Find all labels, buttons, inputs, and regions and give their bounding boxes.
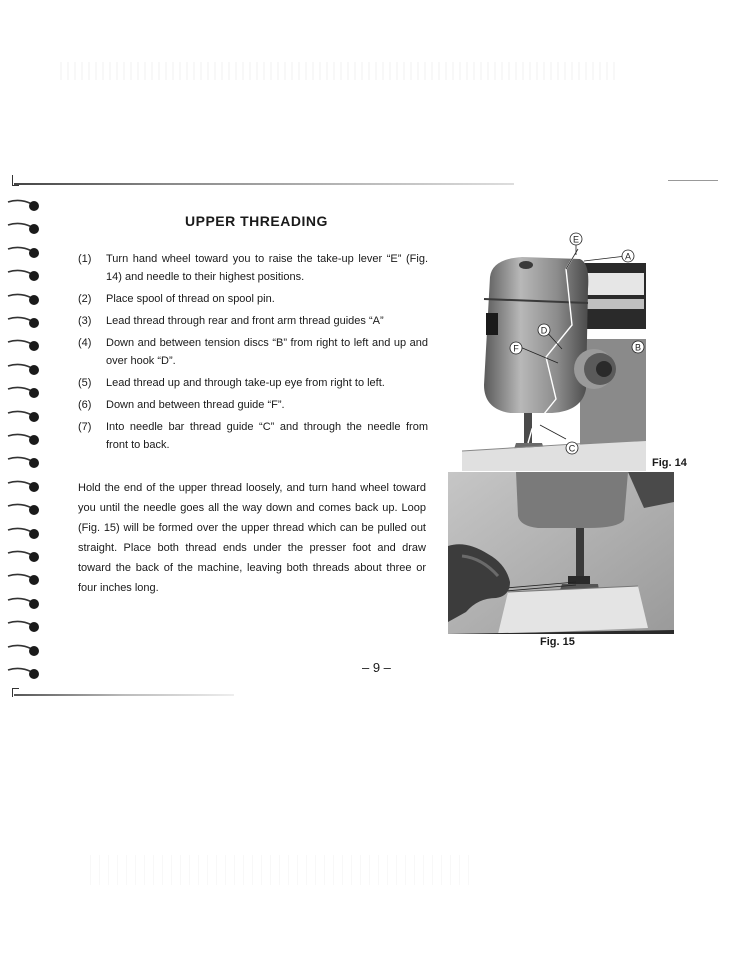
step-number: (3) <box>78 315 92 327</box>
binding-ring <box>6 500 42 518</box>
top-rule-right <box>668 180 718 181</box>
step-number: (6) <box>78 399 92 411</box>
binding-ring <box>6 594 42 612</box>
fig14-illustration <box>462 229 646 471</box>
binding-ring <box>6 453 42 471</box>
svg-text:C: C <box>568 443 576 454</box>
step-item <box>78 418 428 454</box>
tension-dial <box>596 361 612 377</box>
fig14-label: Fig. 14 <box>652 457 687 469</box>
binding-ring <box>6 360 42 378</box>
scan-noise-top <box>60 62 620 80</box>
callout-d <box>538 324 550 336</box>
binding-ring <box>6 219 42 237</box>
binding-ring <box>6 430 42 448</box>
step-text: Down and between thread guide “F”. <box>106 399 285 411</box>
needle-plate <box>498 586 648 634</box>
threading-steps <box>78 250 428 458</box>
fig15-label: Fig. 15 <box>540 636 575 648</box>
binding-ring <box>6 547 42 565</box>
binding-ring <box>6 524 42 542</box>
step-text: Into needle bar thread guide “C” and through the needle from front to back. <box>106 421 428 451</box>
step-number: (1) <box>78 253 92 265</box>
svg-text:D: D <box>540 325 548 336</box>
step-item <box>78 334 428 370</box>
binding-ring <box>6 196 42 214</box>
step-text: Down and between tension discs “B” from right to left and up and over hook “D”. <box>106 337 428 367</box>
binding-ring <box>6 266 42 284</box>
page-title: UPPER THREADING <box>185 213 328 229</box>
callout-c <box>566 442 578 454</box>
binding-ring <box>6 477 42 495</box>
step-number: (5) <box>78 377 92 389</box>
binding-ring <box>6 641 42 659</box>
step-text: Place spool of thread on spool pin. <box>106 293 275 305</box>
binding-ring <box>6 570 42 588</box>
fig15-illustration <box>448 472 674 634</box>
step-item <box>78 290 428 308</box>
callout-e <box>570 233 582 245</box>
bottom-rule <box>14 694 234 696</box>
spiral-binding <box>6 196 46 686</box>
page-number: – 9 – <box>362 660 391 675</box>
instruction-paragraph: Hold the end of the upper thread loosely, and turn hand wheel toward you until the needle goes all the way down and comes back up. Loop (Fig. 15) will be formed over the upper thread which can be pulled out straight. Place both thread ends under the presser foot and draw toward the back of the machine, leaving both threads about three or four inches long. <box>78 482 426 594</box>
step-item <box>78 396 428 414</box>
svg-text:B: B <box>634 342 642 353</box>
binding-ring <box>6 313 42 331</box>
binding-ring <box>6 383 42 401</box>
binding-ring <box>6 617 42 635</box>
svg-text:E: E <box>572 234 580 245</box>
scan-noise-bottom <box>90 855 470 885</box>
binding-ring <box>6 290 42 308</box>
step-number: (2) <box>78 293 92 305</box>
step-item <box>78 250 428 286</box>
binding-ring <box>6 407 42 425</box>
callout-f <box>510 342 522 354</box>
callout-b <box>632 341 644 353</box>
svg-text:F: F <box>513 343 519 354</box>
step-text: Lead thread up and through take-up eye from right to left. <box>106 377 385 389</box>
step-number: (4) <box>78 337 92 349</box>
machine-head <box>484 257 588 413</box>
step-text: Turn hand wheel toward you to raise the take-up lever “E” (Fig. 14) and needle to their highest positions. <box>106 253 428 283</box>
callout-a <box>622 250 634 262</box>
step-text: Lead thread through rear and front arm thread guides “A” <box>106 315 384 327</box>
binding-ring <box>6 664 42 682</box>
binding-ring <box>6 336 42 354</box>
svg-text:A: A <box>624 251 632 262</box>
step-item <box>78 312 428 330</box>
machine-top-panel <box>582 263 646 329</box>
binding-ring <box>6 243 42 261</box>
step-number: (7) <box>78 421 92 433</box>
machine-head-underside <box>516 472 628 528</box>
step-item <box>78 374 428 392</box>
top-rule <box>14 183 514 185</box>
